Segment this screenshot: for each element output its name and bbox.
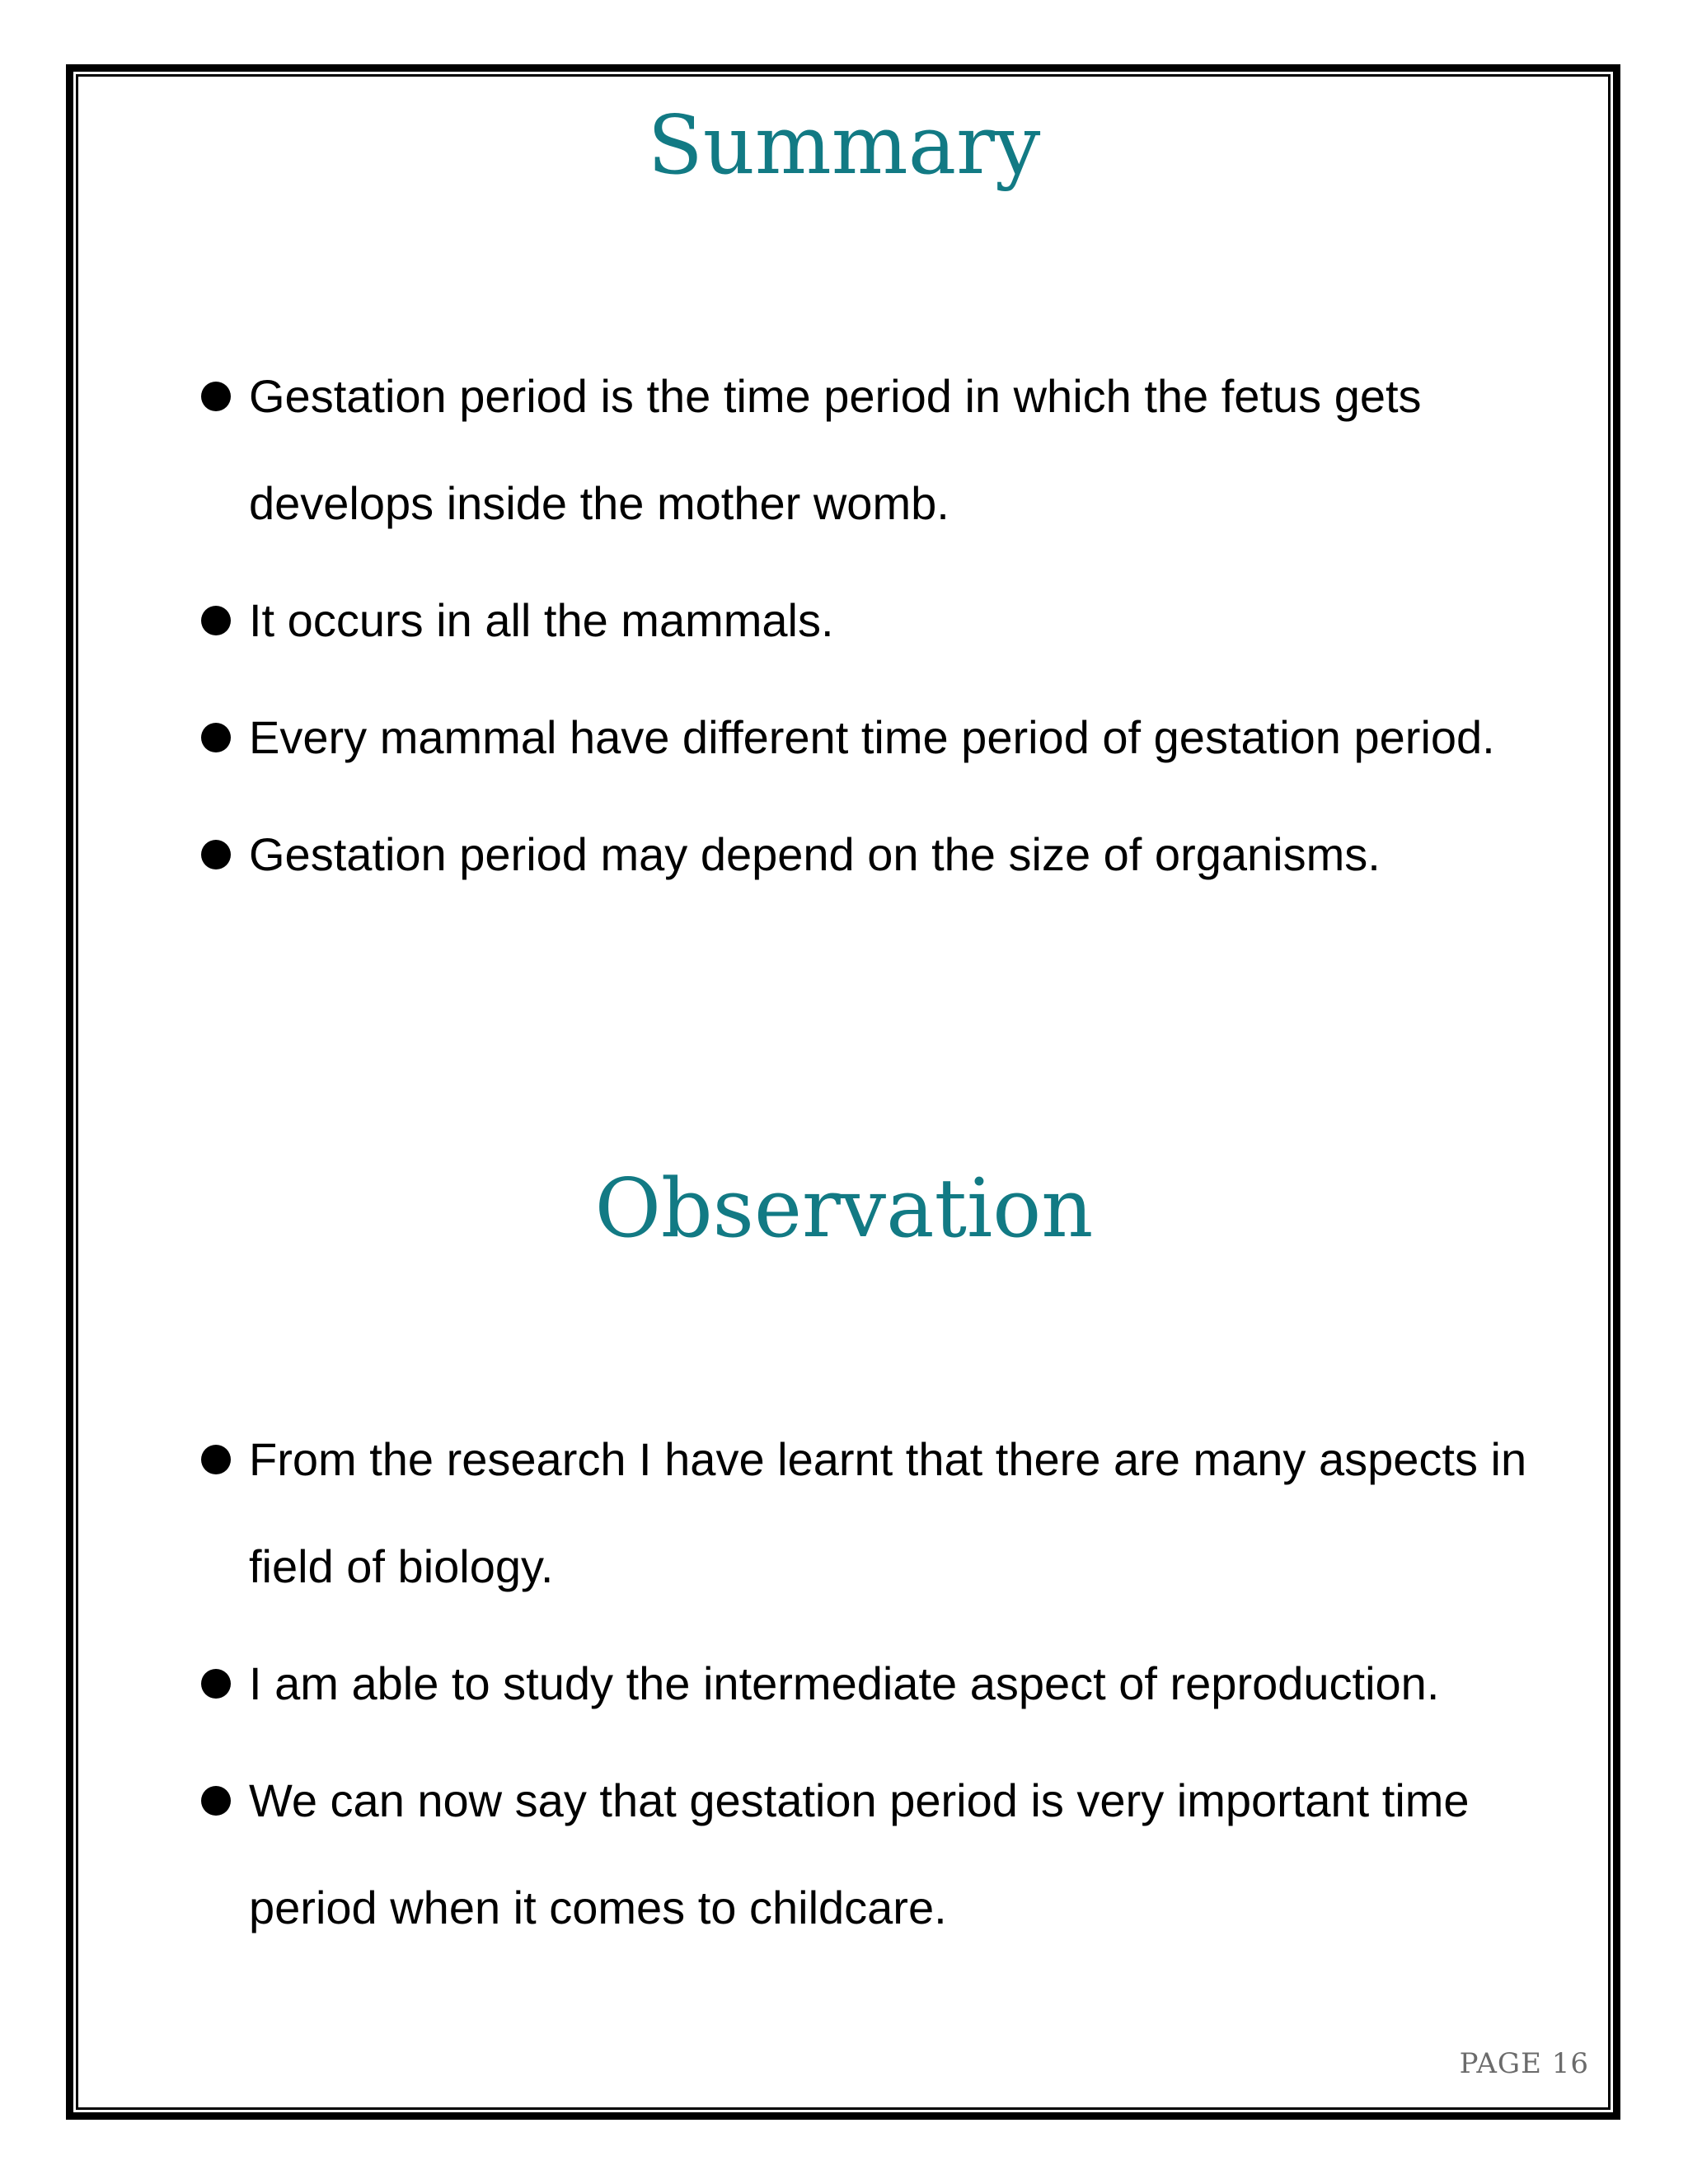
summary-list-item <box>198 567 1599 674</box>
bullet-icon <box>201 1786 231 1816</box>
observation-list-item <box>198 1747 1599 1961</box>
summary-heading: Summary <box>647 99 1041 193</box>
summary-list-item <box>198 801 1599 908</box>
bullet-icon <box>201 840 231 869</box>
observation-item-text: We can now say that gestation period is very important time period when it comes to childcare. <box>249 1774 1470 1933</box>
observation-item-text: From the research I have learnt that there are many aspects in field of biology. <box>249 1433 1527 1592</box>
summary-item-text: Every mammal have different time period of gestation period. <box>249 711 1495 763</box>
summary-item-text: Gestation period may depend on the size of organisms. <box>249 828 1381 880</box>
bullet-icon <box>201 723 231 752</box>
summary-list <box>198 343 1599 918</box>
observation-list-item <box>198 1630 1599 1737</box>
bullet-icon <box>201 382 231 411</box>
bullet-icon <box>201 606 231 635</box>
summary-list-item <box>198 343 1599 557</box>
summary-item-text: Gestation period is the time period in which the fetus gets develops inside the mother womb. <box>249 370 1422 529</box>
observation-heading: Observation <box>594 1162 1094 1256</box>
observation-list <box>198 1406 1599 1971</box>
bullet-icon <box>201 1445 231 1474</box>
summary-item-text: It occurs in all the mammals. <box>249 594 834 646</box>
summary-list-item <box>198 684 1599 791</box>
observation-list-item <box>198 1406 1599 1620</box>
bullet-icon <box>201 1669 231 1699</box>
page-number: PAGE 16 <box>1459 2047 1589 2080</box>
observation-item-text: I am able to study the intermediate aspect of reproduction. <box>249 1657 1440 1709</box>
